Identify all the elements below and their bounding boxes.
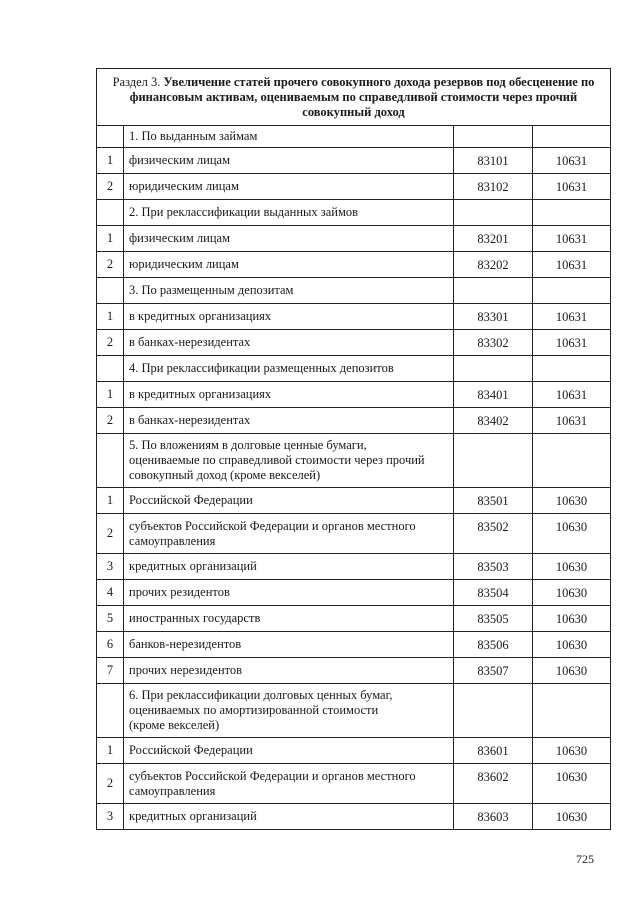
account-code: 83504 [454,580,533,606]
section-header-lead: Раздел 3. [112,74,161,89]
group-label: 2. При реклассификации выданных займов [124,200,454,226]
account-code: 83402 [454,408,533,434]
group-row [97,278,611,304]
table-row [97,488,611,514]
group-label: 3. По размещенным депозитам [124,278,454,304]
row-label [124,514,454,554]
symbol-code: 10630 [533,764,611,804]
row-label: физическим лицам [124,226,454,252]
account-code [454,684,533,738]
symbol-code: 10631 [533,408,611,434]
account-code: 83501 [454,488,533,514]
symbol-code [533,434,611,488]
label-line: совокупный доход (кроме векселей) [129,468,321,482]
row-number [97,356,124,382]
group-row [97,434,611,488]
account-code: 83603 [454,804,533,830]
row-label: юридическим лицам [124,174,454,200]
row-label: в банках-нерезидентах [124,408,454,434]
label-line: оцениваемые по справедливой стоимости через прочий [129,453,425,467]
table-row [97,606,611,632]
group-row [97,200,611,226]
table-row [97,554,611,580]
symbol-code [533,126,611,148]
account-code: 83302 [454,330,533,356]
account-code: 83602 [454,764,533,804]
symbol-code: 10631 [533,330,611,356]
table-row [97,514,611,554]
table-row [97,408,611,434]
account-code [454,200,533,226]
group-row [97,356,611,382]
group-row [97,126,611,148]
row-label: юридическим лицам [124,252,454,278]
row-number: 4 [97,580,124,606]
row-number: 1 [97,226,124,252]
symbol-code: 10630 [533,580,611,606]
row-number: 2 [97,514,124,554]
table-row [97,632,611,658]
row-number: 2 [97,330,124,356]
account-code: 83503 [454,554,533,580]
table-row [97,804,611,830]
row-number: 2 [97,252,124,278]
row-label: в кредитных организациях [124,382,454,408]
account-code: 83102 [454,174,533,200]
page-number: 725 [576,852,594,866]
label-line: 5. По вложениям в долговые ценные бумаги, [129,438,367,452]
symbol-code: 10630 [533,514,611,554]
label-line: 6. При реклассификации долговых ценных бумаг, [129,688,393,702]
row-number: 3 [97,804,124,830]
row-number: 2 [97,764,124,804]
row-number [97,684,124,738]
row-label: иностранных государств [124,606,454,632]
symbol-code [533,356,611,382]
symbol-code [533,278,611,304]
row-number: 5 [97,606,124,632]
symbol-code: 10630 [533,632,611,658]
row-label: в кредитных организациях [124,304,454,330]
table-row [97,252,611,278]
row-number: 6 [97,632,124,658]
row-number: 2 [97,174,124,200]
label-line: самоуправления [129,783,216,798]
account-code: 83502 [454,514,533,554]
group-row [97,684,611,738]
label-line: субъектов Российской Федерации и органов местного [129,518,416,533]
symbol-code: 10630 [533,738,611,764]
account-code: 83201 [454,226,533,252]
table-row [97,382,611,408]
symbol-code: 10631 [533,174,611,200]
label-line: (кроме векселей) [129,718,220,732]
symbol-code: 10630 [533,606,611,632]
group-label [124,434,454,488]
account-code [454,126,533,148]
account-code: 83507 [454,658,533,684]
section-header-title: Увеличение статей прочего совокупного дохода резервов под обесценение по финансовым активам, оцениваемым по справедливой стоимости через прочий совокупный доход [129,74,595,119]
symbol-code: 10631 [533,226,611,252]
row-label: банков-нерезидентов [124,632,454,658]
table-row [97,304,611,330]
row-label: Российской Федерации [124,488,454,514]
row-label: в банках-нерезидентах [124,330,454,356]
label-line: оцениваемых по амортизированной стоимости [129,703,379,717]
row-number: 2 [97,408,124,434]
symbol-code: 10630 [533,658,611,684]
group-label: 4. При реклассификации размещенных депозитов [124,356,454,382]
group-label [124,684,454,738]
symbol-code: 10630 [533,554,611,580]
account-code: 83301 [454,304,533,330]
row-label: кредитных организаций [124,554,454,580]
row-number [97,200,124,226]
symbol-code [533,200,611,226]
section-table [96,68,611,830]
account-code: 83601 [454,738,533,764]
account-code [454,434,533,488]
symbol-code: 10631 [533,382,611,408]
account-code: 83506 [454,632,533,658]
symbol-code: 10631 [533,148,611,174]
row-number: 1 [97,738,124,764]
account-code: 83101 [454,148,533,174]
row-label: Российской Федерации [124,738,454,764]
label-line: субъектов Российской Федерации и органов местного [129,768,416,783]
row-number: 3 [97,554,124,580]
table-row [97,738,611,764]
section-header [97,69,611,126]
table-row [97,148,611,174]
account-code [454,356,533,382]
row-number: 1 [97,382,124,408]
group-label: 1. По выданным займам [124,126,454,148]
symbol-code [533,684,611,738]
row-number [97,126,124,148]
row-label: прочих нерезидентов [124,658,454,684]
symbol-code: 10631 [533,252,611,278]
section-header-row [97,69,611,126]
row-label: прочих резидентов [124,580,454,606]
symbol-code: 10631 [533,304,611,330]
symbol-code: 10630 [533,488,611,514]
row-number: 7 [97,658,124,684]
table-row [97,330,611,356]
account-code: 83505 [454,606,533,632]
row-number: 1 [97,488,124,514]
row-number [97,278,124,304]
table-row [97,226,611,252]
row-number: 1 [97,304,124,330]
row-label: кредитных организаций [124,804,454,830]
row-number [97,434,124,488]
row-label: физическим лицам [124,148,454,174]
label-line: самоуправления [129,533,216,548]
account-code: 83202 [454,252,533,278]
table-row [97,764,611,804]
symbol-code: 10630 [533,804,611,830]
table-row [97,580,611,606]
row-number: 1 [97,148,124,174]
account-code [454,278,533,304]
table-row [97,174,611,200]
table-row [97,658,611,684]
row-label [124,764,454,804]
account-code: 83401 [454,382,533,408]
